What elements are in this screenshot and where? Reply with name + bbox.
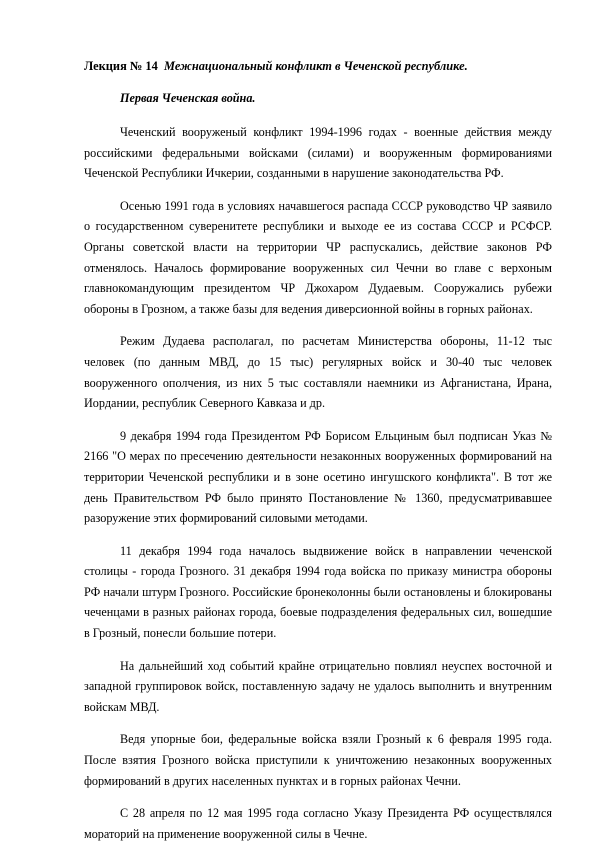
lecture-title: Межнациональный конфликт в Чеченской республике. (164, 59, 468, 73)
document-content (84, 56, 552, 844)
paragraph-6: На дальнейший ход событий крайне отрицательно повлиял неуспех восточной и западной группировок войск, поставленную задачу не удалось выполнить и внутренним войскам МВД. (84, 658, 552, 714)
paragraph-7: Ведя упорные бои, федеральные войска взяли Грозный к 6 февраля 1995 года. После взятия Грозного войска приступили к уничтожению незаконных вооруженных формирований в других населенных пунктах и в горных районах Чечни. (84, 732, 552, 788)
paragraph-1: Чеченский вооруженый конфликт 1994-1996 годах - военные действия между российскими федеральными войсками (силами) и вооруженным формированиями Чеченской Республики Ичкерии, созданными в нарушение законодательства РФ. (84, 125, 552, 181)
lecture-number: Лекция № 14 (84, 59, 158, 73)
lecture-heading (84, 56, 552, 76)
paragraph-4: 9 декабря 1994 года Президентом РФ Борисом Ельциным был подписан Указ № 2166 "О мерах по пресечению деятельности незаконных вооруженных формирований на территории Чеченской республики и в зоне осетино ингушского конфликта". В тот же день Правительством РФ было принято Постановление № 1360, предусматривавшее разоружение этих формирований силовыми методами. (84, 428, 552, 526)
paragraph-5: 11 декабря 1994 года началось выдвижение войск в направлении чеченской столицы - города Грозного. 31 декабря 1994 года войска по приказу министра обороны РФ начали штурм Грозного. Российские бронеколонны были остановлены и блокированы чеченцами в разных районах города, боевые подразделения федеральных сил, вошедшие в Грозный, понесли большие потери. (84, 543, 552, 641)
paragraph-2: Осенью 1991 года в условиях начавшегося распада СССР руководство ЧР заявило о государственном суверенитете республики и выходе ее из состава СССР и РСФСР. Органы советской власти на территории ЧР распускались, действие законов РФ отменялось. Началось формирование вооруженных сил Чечни во главе с верхоным главнокомандующим президентом ЧР Джохаром Дудаевым. Сооружались рубежи обороны в Грозном, а также базы для ведения диверсионной войны в горных районах. (84, 198, 552, 316)
section-title: Первая Чеченская война. (120, 91, 256, 105)
paragraph-8: С 28 апреля по 12 мая 1995 года согласно Указу Президента РФ осуществлялся мораторий на применение вооруженной силы в Чечне. (84, 806, 552, 841)
paragraph-3: Режим Дудаева располагал, по расчетам Министерства обороны, 11-12 тыс человек (по данным МВД, до 15 тыс) регулярных войск и 30-40 тыс человек вооруженного ополчения, из них 5 тыс составляли наемники из Афганистана, Ирана, Иордании, республик Северного Кавказа и др. (84, 334, 552, 411)
